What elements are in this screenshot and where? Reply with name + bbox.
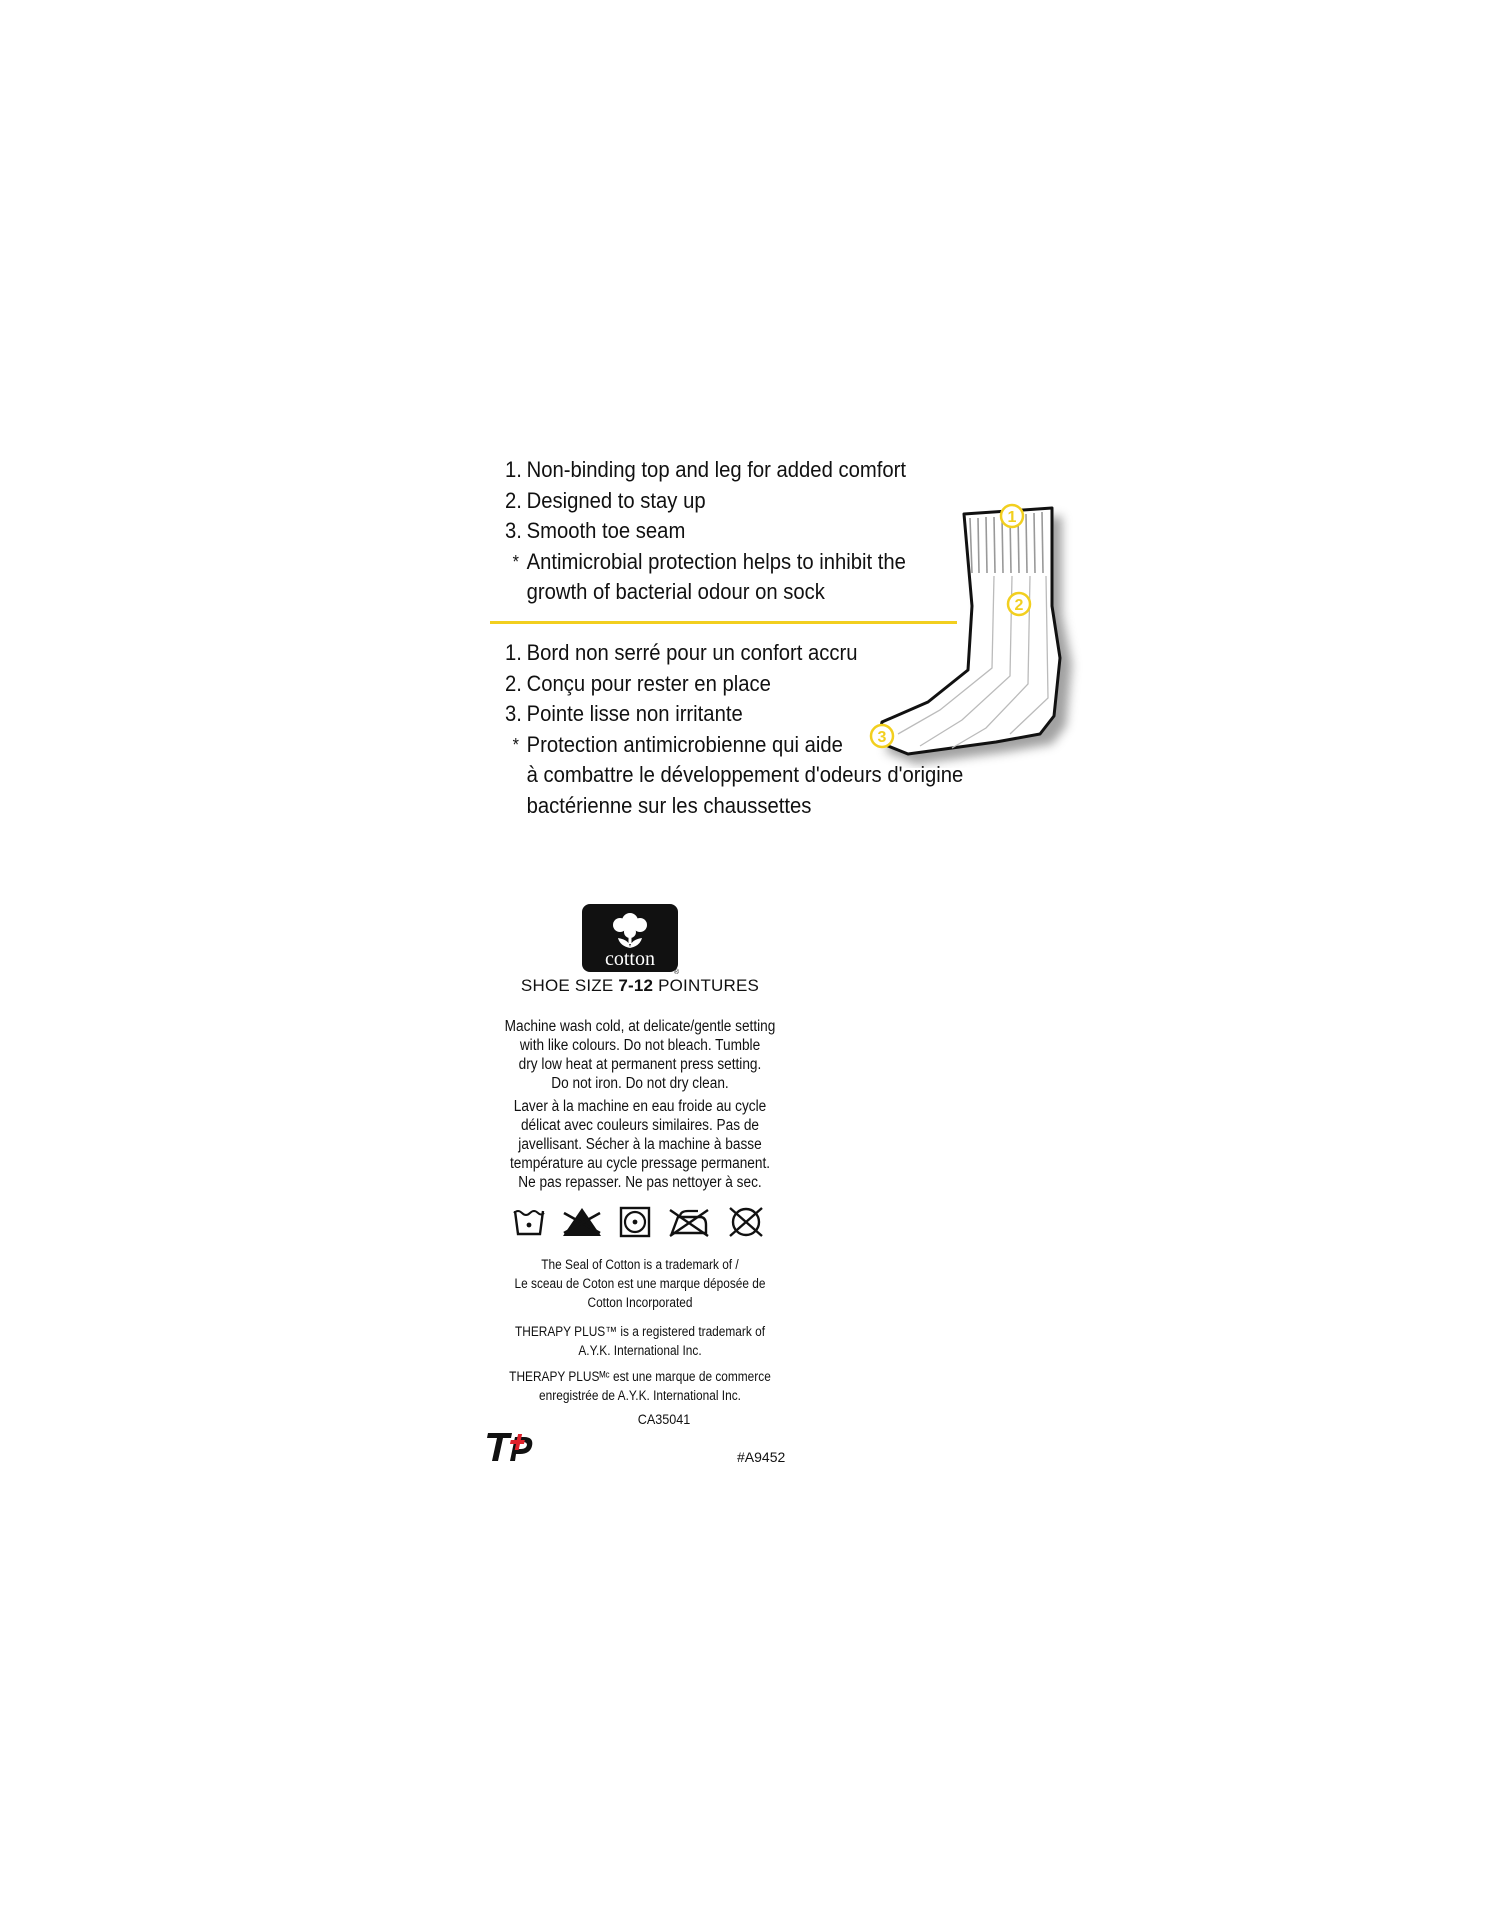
therapy-plus-logo (486, 1425, 538, 1465)
svg-text:1: 1 (1007, 509, 1017, 526)
feature-item: 1. Non-binding top and leg for added comfort (505, 457, 906, 482)
no-dry-clean-icon (726, 1205, 766, 1239)
no-bleach-icon (560, 1205, 604, 1239)
callout-2 (1008, 593, 1030, 615)
cotton-trademark-notice: The Seal of Cotton is a trademark of / Le sceau de Coton est une marque déposée de Cotton Incorporated (514, 1257, 766, 1310)
therapy-plus-trademark-french: THERAPY PLUSᴹᶜ est une marque de commerce enregistrée de A.Y.K. International Inc. (509, 1369, 771, 1403)
care-symbols (512, 1205, 766, 1239)
tumble-dry-low-icon (618, 1205, 652, 1239)
item-number: #A9452 (737, 1449, 786, 1465)
feature-item: 3. Smooth toe seam (505, 518, 686, 543)
care-instructions-english: Machine wash cold, at delicate/gentle setting with like colours. Do not bleach. Tumble dry low heat at permanent press setting. Do not iron. Do not dry clean. (504, 1018, 776, 1092)
feature-item: 1. Bord non serré pour un confort accru (505, 640, 858, 665)
cotton-seal-logo (580, 902, 682, 975)
feature-item: à combattre le développement d'odeurs d'origine (526, 762, 964, 787)
feature-item: 2. Designed to stay up (505, 487, 706, 513)
wash-cold-icon (512, 1205, 546, 1239)
callout-1 (1001, 505, 1023, 527)
svg-text:3: 3 (877, 729, 887, 746)
product-code: CA35041 (637, 1411, 691, 1427)
feature-item: 2. Conçu pour rester en place (505, 670, 771, 696)
feature-item: bactérienne sur les chaussettes (526, 792, 812, 818)
therapy-plus-trademark-english: THERAPY PLUS™ is a registered trademark of A.Y.K. International Inc. (514, 1324, 766, 1358)
callout-3 (871, 725, 893, 747)
svg-text:®: ® (673, 969, 679, 975)
sock-illustration (860, 498, 1100, 768)
feature-item: * Antimicrobial protection helps to inhibit the (512, 548, 906, 574)
care-instructions-french: Laver à la machine en eau froide au cycle délicat avec couleurs similaires. Pas de javellisant. Sécher à la machine à basse température au cycle pressage permanent. Ne pas repasser. Ne pas nettoyer à sec. (509, 1098, 771, 1191)
feature-item: growth of bacterial odour on sock (526, 579, 825, 604)
no-iron-icon (666, 1205, 712, 1239)
shoe-size: SHOE SIZE 7-12 POINTURES (520, 976, 760, 995)
feature-item: 3. Pointe lisse non irritante (505, 701, 743, 726)
feature-item: * Protection antimicrobienne qui aide (512, 731, 843, 757)
svg-text:cotton: cotton (605, 948, 655, 970)
svg-text:2: 2 (1014, 597, 1024, 614)
